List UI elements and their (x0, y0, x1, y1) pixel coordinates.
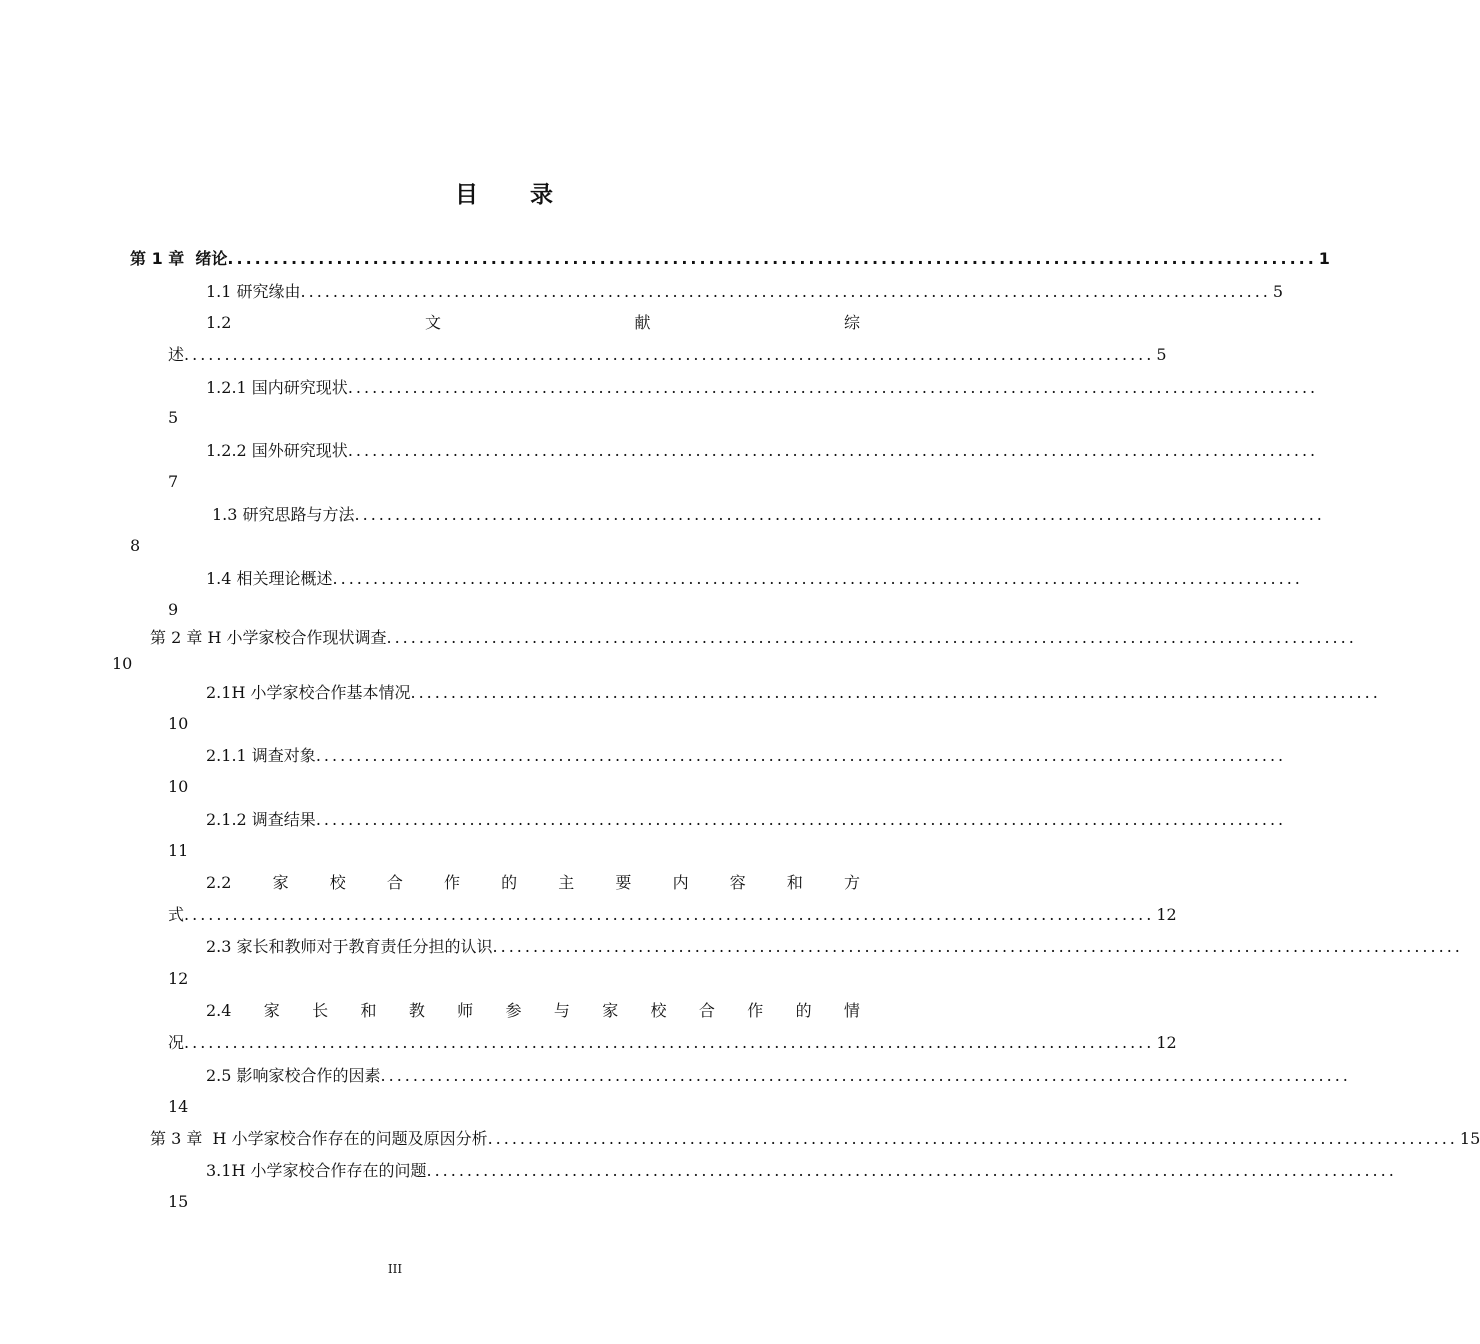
toc-entry-chapter-3[interactable] (150, 1126, 1480, 1152)
toc-leader-dots: ........................................................................................................................ (347, 441, 1319, 460)
toc-page-number: 15 (168, 1192, 189, 1211)
toc-entry-label-part: 的 (501, 873, 518, 892)
page-footer-number: III (387, 1262, 403, 1276)
toc-entry-2-2[interactable] (206, 870, 860, 896)
toc-page-number: 14 (168, 1097, 189, 1116)
toc-entry-1-3[interactable] (212, 502, 1325, 528)
toc-page-number: 12 (1156, 905, 1177, 924)
toc-leader-dots: ........................................................................................................................ (347, 378, 1319, 397)
toc-entry-label-part: 合 (386, 873, 403, 892)
toc-page-number: 12 (1156, 1033, 1177, 1052)
toc-entry-label-part: 教 (408, 1001, 425, 1020)
toc-entry-label: 2.3 家长和教师对于教育责任分担的认识 (206, 937, 493, 956)
toc-entry-label-part: 容 (729, 873, 746, 892)
toc-leader-dots: ........................................................................................................................ (386, 628, 1357, 647)
toc-entry-2-5[interactable] (206, 1063, 1351, 1089)
toc-entry-label-part: 1.2 (206, 313, 232, 332)
toc-entry-1-4[interactable] (206, 566, 1303, 592)
toc-entry-label: 2.1.2 调查结果 (206, 810, 316, 829)
toc-entry-2-3[interactable] (206, 934, 1463, 960)
toc-entry-label: 1.1 研究缘由 (206, 282, 301, 301)
toc-leader-dots: ........................................................................................................................ (487, 1129, 1458, 1148)
toc-entry-label-part: 校 (329, 873, 346, 892)
toc-entry-label-part: 参 (505, 1001, 522, 1020)
toc-leader-dots: ........................................................................................................................ (315, 746, 1287, 765)
toc-leader-dots: ........................................................................................................................ (315, 810, 1287, 829)
toc-entry-3-1[interactable] (206, 1158, 1397, 1184)
toc-entry-label-part: 家 (602, 1001, 619, 1020)
toc-entry-label: 第 1 章 绪论 (130, 249, 228, 268)
toc-leader-dots: ........................................................................................................................ (380, 1066, 1351, 1085)
toc-entry-label: 1.3 研究思路与方法 (212, 505, 355, 524)
toc-title: 目 录 (454, 182, 575, 208)
toc-entry-label-part: 与 (553, 1001, 570, 1020)
toc-entry-label-part: 长 (312, 1001, 329, 1020)
toc-entry-label-part: 和 (360, 1001, 377, 1020)
toc-entry-1-1[interactable] (206, 279, 1284, 305)
toc-page-number: 9 (168, 600, 179, 619)
toc-leader-dots: ........................................................................................................................ (184, 345, 1155, 364)
toc-entry-label: 1.2.1 国内研究现状 (206, 378, 348, 397)
toc-entry-label-part: 综 (843, 313, 860, 332)
toc-entry-label-part: 内 (672, 873, 689, 892)
toc-entry-2-4[interactable] (206, 998, 860, 1024)
toc-page-number: 10 (112, 654, 133, 673)
toc-entry-label-part: 主 (558, 873, 575, 892)
toc-leader-dots: ........................................................................................................................ (184, 905, 1155, 924)
toc-entry-label-part: 校 (650, 1001, 667, 1020)
toc-page-number: 11 (168, 841, 189, 860)
toc-entry-chapter-2[interactable] (150, 625, 1357, 651)
toc-leader-dots: ........................................................................................................................ (354, 505, 1325, 524)
toc-entry-label: 述 (168, 345, 185, 364)
toc-entry-label-part: 和 (786, 873, 803, 892)
toc-entry-label-part: 情 (843, 1001, 860, 1020)
toc-entry-2-2-cont[interactable] (168, 902, 1177, 928)
toc-leader-dots: ........................................................................................................................ (300, 282, 1271, 301)
toc-page-number: 5 (1156, 345, 1167, 364)
toc-entry-label-part: 师 (457, 1001, 474, 1020)
toc-entry-label: 2.5 影响家校合作的因素 (206, 1066, 381, 1085)
toc-entry-1-2-cont[interactable] (168, 342, 1167, 368)
toc-entry-2-4-cont[interactable] (168, 1030, 1177, 1056)
toc-entry-2-1-1[interactable] (206, 743, 1287, 769)
toc-entry-label: 3.1H 小学家校合作存在的问题 (206, 1161, 427, 1180)
toc-entry-label-part: 家 (263, 1001, 280, 1020)
toc-entry-label-part: 作 (747, 1001, 764, 1020)
toc-entry-label-part: 的 (795, 1001, 812, 1020)
toc-entry-label: 第 3 章 H 小学家校合作存在的问题及原因分析 (150, 1129, 488, 1148)
toc-entry-label-part: 献 (634, 313, 651, 332)
toc-leader-dots: ........................................................................................................................ (227, 249, 1317, 268)
toc-entry-label-part: 2.4 (206, 1001, 232, 1020)
toc-entry-label: 第 2 章 H 小学家校合作现状调查 (150, 628, 387, 647)
toc-page-number: 5 (1272, 282, 1284, 301)
toc-page-number: 7 (168, 472, 179, 491)
toc-entry-label-part: 作 (444, 873, 461, 892)
toc-entry-2-1-2[interactable] (206, 807, 1287, 833)
toc-leader-dots: ........................................................................................................................ (410, 683, 1381, 702)
toc-entry-label: 1.2.2 国外研究现状 (206, 441, 348, 460)
toc-page-number: 1 (1318, 249, 1330, 268)
toc-entry-label-part: 家 (272, 873, 289, 892)
toc-entry-1-2-1[interactable] (206, 375, 1319, 401)
toc-page-number: 15 (1459, 1129, 1480, 1148)
toc-leader-dots: ........................................................................................................................ (184, 1033, 1155, 1052)
toc-entry-label-part: 要 (615, 873, 632, 892)
toc-entry-label: 式 (168, 905, 185, 924)
toc-entry-2-1[interactable] (206, 680, 1381, 706)
toc-entry-1-2-2[interactable] (206, 438, 1319, 464)
toc-page-number: 8 (130, 536, 141, 555)
toc-page-number: 10 (168, 714, 189, 733)
toc-entry-chapter-1[interactable] (130, 246, 1330, 272)
toc-page-number: 5 (168, 408, 179, 427)
toc-entry-label-part: 文 (424, 313, 441, 332)
toc-entry-label-part: 方 (843, 873, 860, 892)
toc-leader-dots: ........................................................................................................................ (332, 569, 1303, 588)
toc-entry-label-part: 合 (698, 1001, 715, 1020)
toc-entry-label: 2.1.1 调查对象 (206, 746, 316, 765)
toc-leader-dots: ........................................................................................................................ (426, 1161, 1397, 1180)
toc-page-number: 12 (168, 969, 189, 988)
toc-entry-label: 1.4 相关理论概述 (206, 569, 333, 588)
toc-entry-label-part: 2.2 (206, 873, 232, 892)
toc-page-number: 10 (168, 777, 189, 796)
toc-entry-1-2[interactable] (206, 310, 860, 336)
toc-leader-dots: ........................................................................................................................ (492, 937, 1463, 956)
toc-entry-label: 2.1H 小学家校合作基本情况 (206, 683, 411, 702)
toc-entry-label: 况 (168, 1033, 185, 1052)
